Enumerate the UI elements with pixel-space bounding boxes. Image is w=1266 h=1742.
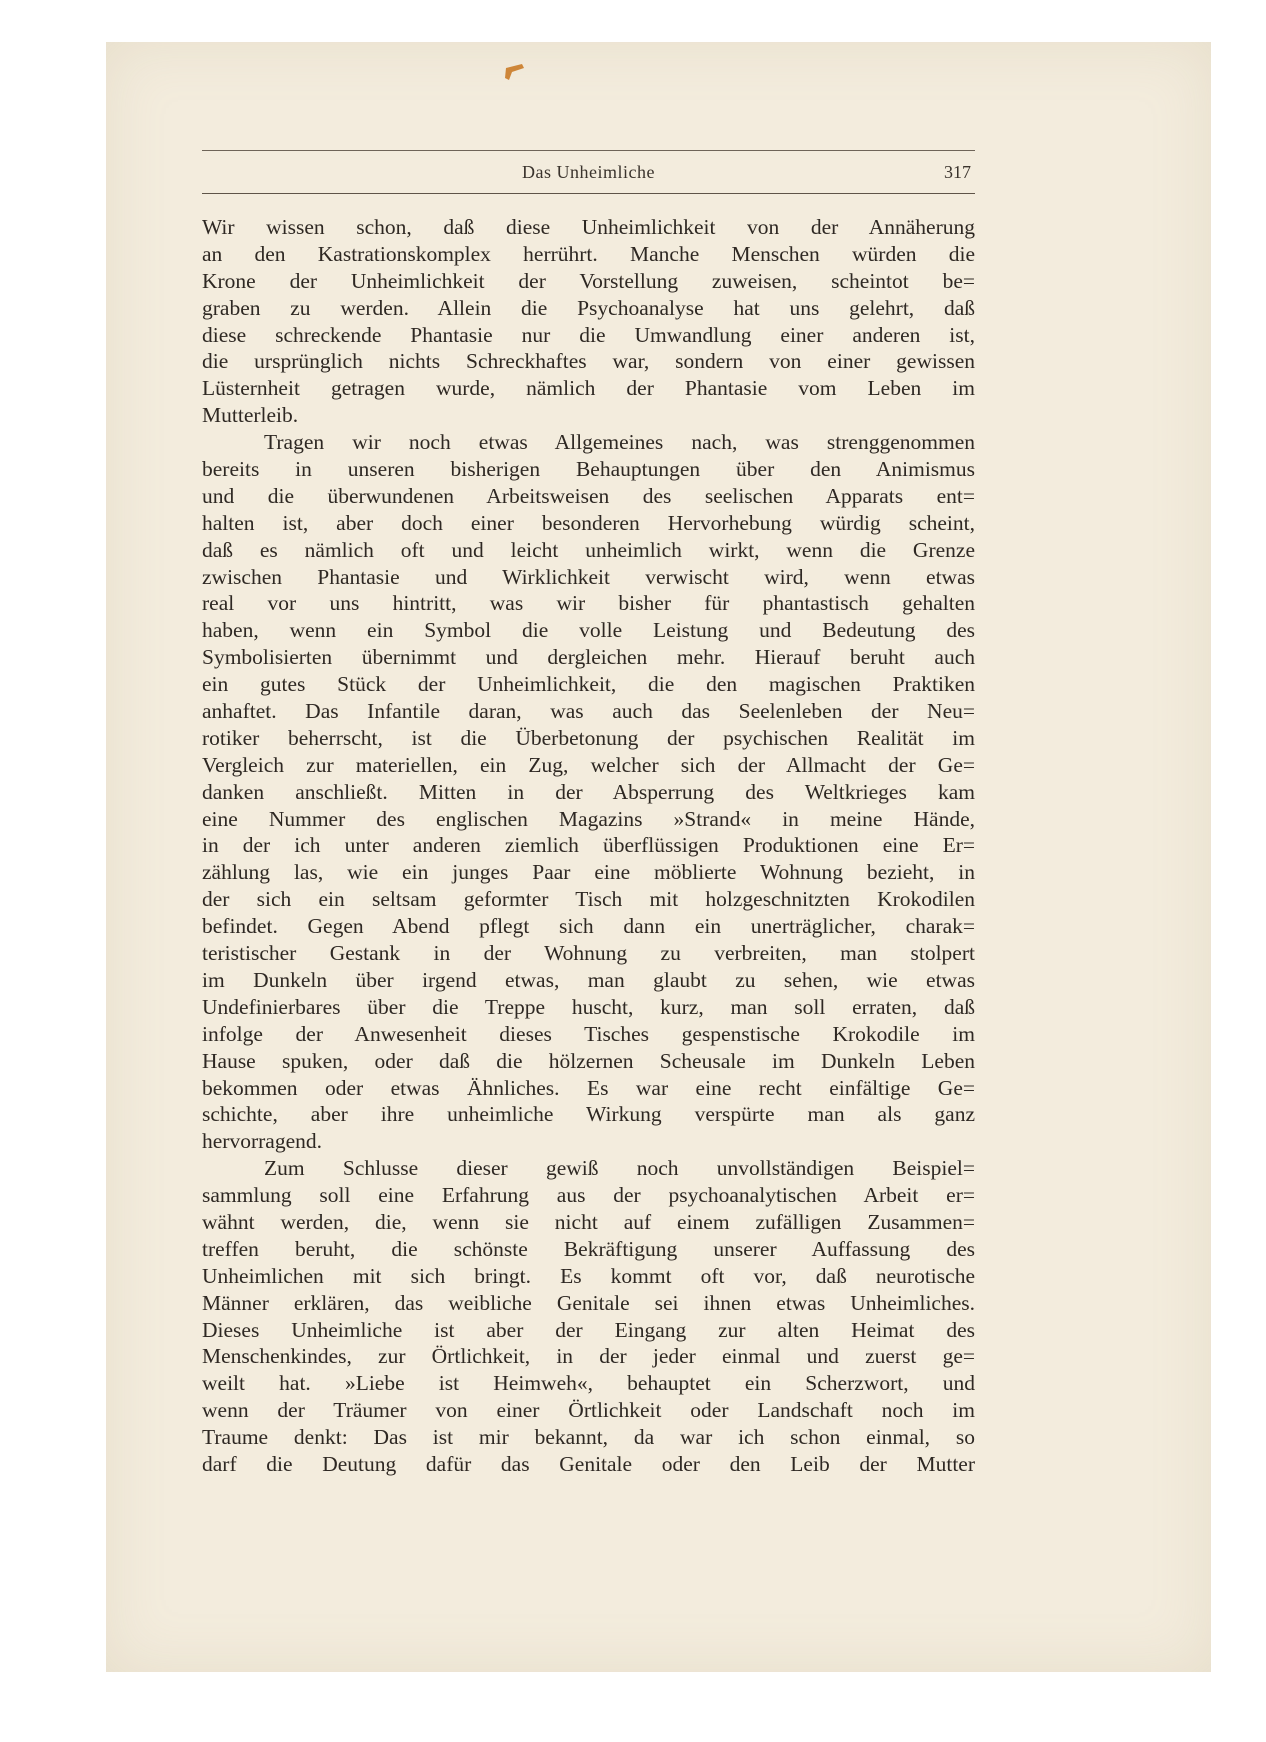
text-line: Zum Schlusse dieser gewiß noch unvollständigen Beispiel= <box>264 1156 975 1181</box>
text-line: halten ist, aber doch einer besonderen Hervorhebung würdig scheint, <box>202 510 975 535</box>
text-line: Lüsternheit getragen wurde, nämlich der Phantasie vom Leben im <box>202 376 975 401</box>
text-line: zählung las, wie ein junges Paar eine möblierte Wohnung bezieht, in <box>202 860 975 885</box>
text-line: darf die Deutung dafür das Genitale oder den Leib der Mutter <box>202 1451 975 1476</box>
text-line: Dieses Unheimliche ist aber der Eingang zur alten Heimat des <box>202 1317 975 1342</box>
text-line: Wir wissen schon, daß diese Unheimlichkeit von der Annäherung <box>202 215 975 239</box>
text-line: Männer erklären, das weibliche Genitale sei ihnen etwas Unheimliches. <box>202 1290 975 1315</box>
text-line: diese schreckende Phantasie nur die Umwandlung einer anderen ist, <box>202 322 975 347</box>
text-line: eine Nummer des englischen Magazins »Strand« in meine Hände, <box>202 806 975 831</box>
text-line: weilt hat. »Liebe ist Heimweh«, behauptet ein Scherzwort, und <box>202 1371 975 1396</box>
paragraph <box>202 1155 975 1478</box>
text-line: haben, wenn ein Symbol die volle Leistung und Bedeutung des <box>202 618 975 643</box>
text-line: wähnt werden, die, wenn sie nicht auf einem zufälligen Zusammen= <box>202 1209 975 1234</box>
text-line: schichte, aber ihre unheimliche Wirkung verspürte man als ganz <box>202 1102 975 1127</box>
text-line: Krone der Unheimlichkeit der Vorstellung zuweisen, scheintot be= <box>202 268 975 293</box>
text-line: ein gutes Stück der Unheimlichkeit, die den magischen Praktiken <box>202 672 975 697</box>
text-line: Unheimlichen mit sich bringt. Es kommt oft vor, daß neurotische <box>202 1263 975 1288</box>
text-line: Mutterleib. <box>202 403 299 428</box>
text-line: sammlung soll eine Erfahrung aus der psychoanalytischen Arbeit er= <box>202 1183 975 1208</box>
text-line: im Dunkeln über irgend etwas, man glaubt zu sehen, wie etwas <box>202 967 975 992</box>
text-line: bekommen oder etwas Ähnliches. Es war eine recht einfältige Ge= <box>202 1075 975 1100</box>
text-line: hervorragend. <box>202 1129 322 1154</box>
page-number: 317 <box>944 162 971 182</box>
text-line: und die überwundenen Arbeitsweisen des seelischen Apparats ent= <box>202 483 975 508</box>
text-line: Vergleich zur materiellen, ein Zug, welcher sich der Allmacht der Ge= <box>202 752 975 777</box>
header-bottom-rule <box>202 193 975 194</box>
text-line: infolge der Anwesenheit dieses Tisches gespenstische Krokodile im <box>202 1021 975 1046</box>
text-line: Menschenkindes, zur Örtlichkeit, in der jeder einmal und zuerst ge= <box>202 1344 975 1369</box>
paragraph <box>202 214 975 429</box>
text-line: an den Kastrationskomplex herrührt. Manche Menschen würden die <box>202 241 975 266</box>
text-line: daß es nämlich oft und leicht unheimlich wirkt, wenn die Grenze <box>202 537 975 562</box>
text-line: befindet. Gegen Abend pflegt sich dann ein unerträglicher, charak= <box>202 914 975 939</box>
text-line: graben zu werden. Allein die Psychoanalyse hat uns gelehrt, daß <box>202 295 975 320</box>
body-text <box>202 214 975 1478</box>
text-line: Tragen wir noch etwas Allgemeines nach, was strenggenommen <box>264 430 975 455</box>
header-top-rule <box>202 150 975 151</box>
text-line: wenn der Träumer von einer Örtlichkeit oder Landschaft noch im <box>202 1398 975 1423</box>
paper-blemish-mark <box>504 62 526 82</box>
text-line: Symbolisierten übernimmt und dergleichen mehr. Hierauf beruht auch <box>202 645 975 670</box>
text-line: in der ich unter anderen ziemlich überflüssigen Produktionen eine Er= <box>202 833 975 858</box>
text-line: real vor uns hintritt, was wir bisher für phantastisch gehalten <box>202 591 975 616</box>
paragraph <box>202 429 975 1155</box>
running-title: Das Unheimliche <box>522 162 655 182</box>
text-line: Hause spuken, oder daß die hölzernen Scheusale im Dunkeln Leben <box>202 1048 975 1073</box>
text-line: der sich ein seltsam geformter Tisch mit holzgeschnitzten Krokodilen <box>202 887 975 912</box>
text-line: rotiker beherrscht, ist die Überbetonung der psychischen Realität im <box>202 725 975 750</box>
text-line: Undefinierbares über die Treppe huscht, kurz, man soll erraten, daß <box>202 994 975 1019</box>
text-line: die ursprünglich nichts Schreckhaftes war, sondern von einer gewissen <box>202 349 975 374</box>
text-line: Traume denkt: Das ist mir bekannt, da war ich schon einmal, so <box>202 1425 975 1450</box>
text-line: anhaftet. Das Infantile daran, was auch das Seelenleben der Neu= <box>202 699 975 724</box>
page-header <box>202 150 975 194</box>
text-line: bereits in unseren bisherigen Behauptungen über den Animismus <box>202 457 975 482</box>
text-line: zwischen Phantasie und Wirklichkeit verwischt wird, wenn etwas <box>202 564 975 589</box>
text-line: teristischer Gestank in der Wohnung zu verbreiten, man stolpert <box>202 941 975 966</box>
text-line: danken anschließt. Mitten in der Absperrung des Weltkrieges kam <box>202 779 975 804</box>
text-line: treffen beruht, die schönste Bekräftigung unserer Auffassung des <box>202 1236 975 1261</box>
